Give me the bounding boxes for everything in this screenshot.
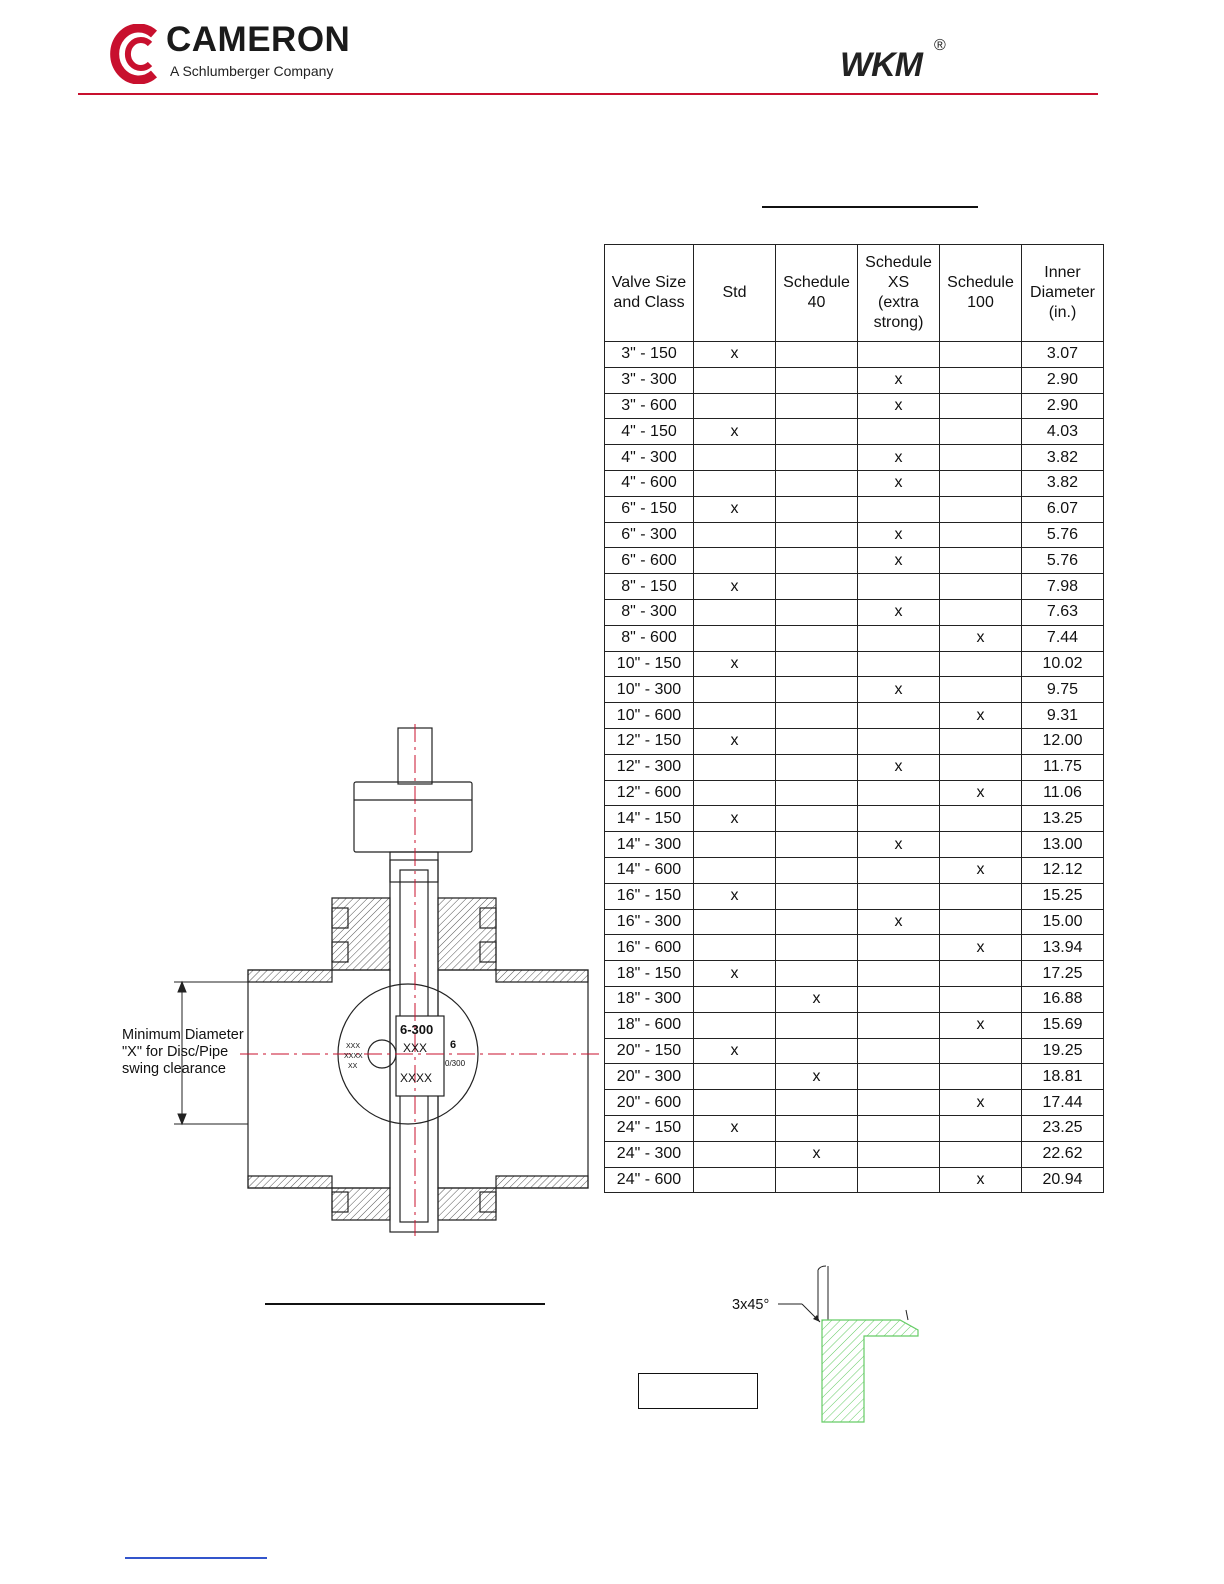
- cameron-logo-icon: [110, 24, 162, 84]
- header-line: 40: [807, 294, 826, 311]
- cell-inner-diameter: 19.25: [1022, 1038, 1104, 1064]
- cell-schedule-40: [776, 445, 858, 471]
- side-marking-size: 6: [450, 1039, 457, 1051]
- cell-std: x: [694, 1038, 776, 1064]
- cell-schedule-40: [776, 883, 858, 909]
- cell-schedule-40: [776, 728, 858, 754]
- cell-inner-diameter: 13.94: [1022, 935, 1104, 961]
- cell-schedule-xs: x: [858, 522, 940, 548]
- cell-valve-size: 14" - 600: [605, 857, 694, 883]
- cell-valve-size: 10" - 150: [605, 651, 694, 677]
- cell-inner-diameter: 20.94: [1022, 1167, 1104, 1193]
- table-row: [605, 419, 1104, 445]
- cell-schedule-100: [940, 548, 1022, 574]
- table-row: [605, 961, 1104, 987]
- header-line: 100: [967, 294, 994, 311]
- cell-schedule-xs: [858, 1064, 940, 1090]
- cell-inner-diameter: 7.63: [1022, 599, 1104, 625]
- header-line: XS: [887, 274, 910, 291]
- table-row: [605, 1064, 1104, 1090]
- cell-schedule-xs: [858, 935, 940, 961]
- cell-std: [694, 703, 776, 729]
- cell-std: [694, 780, 776, 806]
- header-line: Diameter: [1030, 284, 1095, 301]
- cell-std: [694, 935, 776, 961]
- cell-std: [694, 909, 776, 935]
- cell-schedule-xs: [858, 883, 940, 909]
- cell-schedule-100: [940, 1038, 1022, 1064]
- cell-std: x: [694, 574, 776, 600]
- cell-valve-size: 20" - 150: [605, 1038, 694, 1064]
- cell-schedule-100: [940, 1141, 1022, 1167]
- cell-schedule-xs: [858, 1167, 940, 1193]
- cell-std: [694, 599, 776, 625]
- cell-valve-size: 10" - 300: [605, 677, 694, 703]
- table-row: [605, 1012, 1104, 1038]
- cell-inner-diameter: 2.90: [1022, 367, 1104, 393]
- cell-schedule-100: [940, 961, 1022, 987]
- small-marking-2: XXXX: [344, 1053, 363, 1060]
- cell-schedule-40: [776, 548, 858, 574]
- table-row: [605, 857, 1104, 883]
- cell-schedule-100: x: [940, 1012, 1022, 1038]
- cell-schedule-40: x: [776, 1141, 858, 1167]
- table-row: [605, 986, 1104, 1012]
- cell-std: [694, 367, 776, 393]
- cell-schedule-100: [940, 677, 1022, 703]
- cell-valve-size: 6" - 150: [605, 496, 694, 522]
- cell-schedule-40: [776, 522, 858, 548]
- cell-std: [694, 522, 776, 548]
- body-marking-code: XXX: [403, 1041, 428, 1055]
- header-schedule-100: [940, 245, 1022, 342]
- cell-schedule-xs: [858, 625, 940, 651]
- cell-valve-size: 3" - 600: [605, 393, 694, 419]
- cell-inner-diameter: 13.25: [1022, 806, 1104, 832]
- cell-schedule-100: [940, 445, 1022, 471]
- header-line: Schedule: [865, 254, 932, 271]
- table-row: [605, 1115, 1104, 1141]
- table-row: [605, 445, 1104, 471]
- cell-inner-diameter: 10.02: [1022, 651, 1104, 677]
- cell-schedule-xs: [858, 496, 940, 522]
- inner-diameter-table: [604, 244, 1104, 1193]
- cell-std: [694, 832, 776, 858]
- header-inner-diameter: [1022, 245, 1104, 342]
- cell-schedule-100: [940, 806, 1022, 832]
- cell-std: x: [694, 342, 776, 368]
- body-marking-serial: XXXX: [400, 1071, 433, 1085]
- cell-inner-diameter: 7.44: [1022, 625, 1104, 651]
- footer-link-underline[interactable]: [125, 1557, 267, 1559]
- cell-valve-size: 18" - 300: [605, 986, 694, 1012]
- cell-schedule-100: x: [940, 1090, 1022, 1116]
- cell-schedule-xs: x: [858, 909, 940, 935]
- cell-inner-diameter: 15.69: [1022, 1012, 1104, 1038]
- header-valve-size: [605, 245, 694, 342]
- cell-std: [694, 1167, 776, 1193]
- cell-valve-size: 16" - 600: [605, 935, 694, 961]
- cell-schedule-xs: x: [858, 470, 940, 496]
- cell-schedule-100: [940, 496, 1022, 522]
- header-line: (in.): [1048, 304, 1077, 321]
- cell-schedule-40: [776, 1115, 858, 1141]
- cell-inner-diameter: 9.75: [1022, 677, 1104, 703]
- cell-schedule-100: x: [940, 703, 1022, 729]
- table-row: [605, 806, 1104, 832]
- cell-valve-size: 18" - 600: [605, 1012, 694, 1038]
- cell-inner-diameter: 22.62: [1022, 1141, 1104, 1167]
- cell-schedule-100: [940, 367, 1022, 393]
- table-title-underline: [762, 206, 978, 208]
- cell-schedule-100: [940, 574, 1022, 600]
- cell-inner-diameter: 11.06: [1022, 780, 1104, 806]
- cell-std: [694, 754, 776, 780]
- cell-schedule-100: [940, 419, 1022, 445]
- cell-schedule-xs: [858, 780, 940, 806]
- cell-schedule-100: [940, 883, 1022, 909]
- table-row: [605, 703, 1104, 729]
- cell-schedule-40: [776, 625, 858, 651]
- table-row: [605, 522, 1104, 548]
- cell-schedule-40: [776, 574, 858, 600]
- cell-schedule-xs: x: [858, 445, 940, 471]
- cell-schedule-40: [776, 961, 858, 987]
- cell-schedule-40: [776, 1167, 858, 1193]
- table-row: [605, 728, 1104, 754]
- header-line: Schedule: [783, 274, 850, 291]
- table-row: [605, 470, 1104, 496]
- cell-schedule-40: [776, 651, 858, 677]
- cell-schedule-xs: [858, 1012, 940, 1038]
- cell-std: [694, 470, 776, 496]
- header-line: strong): [873, 314, 924, 331]
- cell-valve-size: 4" - 600: [605, 470, 694, 496]
- cell-schedule-xs: [858, 651, 940, 677]
- cell-schedule-40: x: [776, 1064, 858, 1090]
- brand-name: CAMERON: [166, 20, 351, 59]
- header-std: [694, 245, 776, 342]
- cell-schedule-40: [776, 754, 858, 780]
- blank-box: [638, 1373, 758, 1409]
- table-row: [605, 1167, 1104, 1193]
- table-row: [605, 909, 1104, 935]
- cell-inner-diameter: 17.44: [1022, 1090, 1104, 1116]
- cell-schedule-40: x: [776, 986, 858, 1012]
- brand-subtitle: A Schlumberger Company: [170, 63, 334, 79]
- cell-schedule-40: [776, 780, 858, 806]
- table-header-row: [605, 245, 1104, 342]
- cell-schedule-xs: x: [858, 754, 940, 780]
- registered-mark: ®: [934, 37, 946, 54]
- cell-valve-size: 24" - 600: [605, 1167, 694, 1193]
- cell-schedule-40: [776, 703, 858, 729]
- cell-valve-size: 8" - 600: [605, 625, 694, 651]
- cell-schedule-40: [776, 1038, 858, 1064]
- cell-std: [694, 445, 776, 471]
- small-marking-3: XX: [348, 1063, 358, 1070]
- cell-schedule-40: [776, 832, 858, 858]
- cell-std: x: [694, 806, 776, 832]
- cell-schedule-100: [940, 728, 1022, 754]
- table-row: [605, 651, 1104, 677]
- header-line: Std: [722, 284, 747, 301]
- caption-line-2: "X" for Disc/Pipe: [122, 1044, 229, 1060]
- header-line: Schedule: [947, 274, 1014, 291]
- cell-schedule-40: [776, 857, 858, 883]
- cell-std: [694, 393, 776, 419]
- cell-schedule-xs: x: [858, 393, 940, 419]
- header-line: Inner: [1044, 264, 1081, 281]
- cell-inner-diameter: 12.12: [1022, 857, 1104, 883]
- cell-inner-diameter: 12.00: [1022, 728, 1104, 754]
- cell-schedule-100: [940, 909, 1022, 935]
- cell-schedule-xs: x: [858, 367, 940, 393]
- table-row: [605, 935, 1104, 961]
- cell-schedule-100: [940, 832, 1022, 858]
- table-row: [605, 574, 1104, 600]
- cell-inner-diameter: 13.00: [1022, 832, 1104, 858]
- cell-schedule-100: [940, 651, 1022, 677]
- cell-inner-diameter: 7.98: [1022, 574, 1104, 600]
- cell-schedule-40: [776, 599, 858, 625]
- header-divider: [78, 93, 1098, 95]
- cell-schedule-xs: [858, 703, 940, 729]
- cell-valve-size: 12" - 300: [605, 754, 694, 780]
- cell-schedule-xs: x: [858, 548, 940, 574]
- cell-schedule-xs: [858, 1038, 940, 1064]
- cell-valve-size: 20" - 300: [605, 1064, 694, 1090]
- header-schedule-40: [776, 245, 858, 342]
- small-marking-1: XXX: [346, 1043, 361, 1050]
- table-row: [605, 677, 1104, 703]
- cell-std: [694, 1090, 776, 1116]
- cell-std: x: [694, 651, 776, 677]
- table-row: [605, 1038, 1104, 1064]
- cell-std: x: [694, 728, 776, 754]
- table-row: [605, 780, 1104, 806]
- cell-schedule-40: [776, 342, 858, 368]
- cell-valve-size: 8" - 150: [605, 574, 694, 600]
- cell-inner-diameter: 17.25: [1022, 961, 1104, 987]
- cell-valve-size: 18" - 150: [605, 961, 694, 987]
- caption-line-3: swing clearance: [122, 1061, 226, 1077]
- cell-std: x: [694, 496, 776, 522]
- cell-schedule-xs: [858, 1090, 940, 1116]
- cell-schedule-xs: [858, 1115, 940, 1141]
- cell-schedule-40: [776, 677, 858, 703]
- table-row: [605, 754, 1104, 780]
- cell-schedule-40: [776, 470, 858, 496]
- cell-schedule-40: [776, 1090, 858, 1116]
- drawing-title-underline: [265, 1303, 545, 1305]
- cell-inner-diameter: 3.07: [1022, 342, 1104, 368]
- cell-std: [694, 1012, 776, 1038]
- cell-std: [694, 677, 776, 703]
- cell-inner-diameter: 6.07: [1022, 496, 1104, 522]
- cell-std: x: [694, 1115, 776, 1141]
- cell-inner-diameter: 5.76: [1022, 548, 1104, 574]
- table-row: [605, 625, 1104, 651]
- cell-std: [694, 1064, 776, 1090]
- table-row: [605, 496, 1104, 522]
- dimension-caption: [122, 1027, 244, 1078]
- cell-valve-size: 12" - 600: [605, 780, 694, 806]
- cell-schedule-100: x: [940, 1167, 1022, 1193]
- cell-schedule-xs: [858, 342, 940, 368]
- cell-inner-diameter: 3.82: [1022, 445, 1104, 471]
- table-row: [605, 393, 1104, 419]
- cell-inner-diameter: 18.81: [1022, 1064, 1104, 1090]
- cell-std: x: [694, 961, 776, 987]
- cell-schedule-xs: [858, 857, 940, 883]
- cell-schedule-xs: [858, 728, 940, 754]
- cell-schedule-xs: [858, 419, 940, 445]
- cell-schedule-40: [776, 935, 858, 961]
- cell-std: x: [694, 419, 776, 445]
- cell-valve-size: 6" - 300: [605, 522, 694, 548]
- cell-schedule-100: [940, 599, 1022, 625]
- cell-schedule-100: [940, 1115, 1022, 1141]
- wkm-logo: WKM: [840, 46, 922, 84]
- cell-schedule-40: [776, 1012, 858, 1038]
- cell-valve-size: 24" - 150: [605, 1115, 694, 1141]
- cell-schedule-xs: [858, 574, 940, 600]
- cell-schedule-xs: x: [858, 677, 940, 703]
- cell-valve-size: 16" - 150: [605, 883, 694, 909]
- cell-valve-size: 4" - 150: [605, 419, 694, 445]
- cell-schedule-100: [940, 754, 1022, 780]
- cell-inner-diameter: 5.76: [1022, 522, 1104, 548]
- cell-schedule-100: [940, 1064, 1022, 1090]
- cell-valve-size: 14" - 150: [605, 806, 694, 832]
- table-row: [605, 548, 1104, 574]
- cell-schedule-100: x: [940, 780, 1022, 806]
- cell-schedule-100: [940, 393, 1022, 419]
- cell-valve-size: 3" - 300: [605, 367, 694, 393]
- cell-valve-size: 4" - 300: [605, 445, 694, 471]
- cell-schedule-xs: [858, 986, 940, 1012]
- cell-valve-size: 12" - 150: [605, 728, 694, 754]
- side-marking-class: 0/300: [445, 1059, 466, 1068]
- cell-inner-diameter: 15.25: [1022, 883, 1104, 909]
- cell-valve-size: 20" - 600: [605, 1090, 694, 1116]
- cell-valve-size: 24" - 300: [605, 1141, 694, 1167]
- cell-inner-diameter: 16.88: [1022, 986, 1104, 1012]
- cell-inner-diameter: 4.03: [1022, 419, 1104, 445]
- cell-schedule-100: x: [940, 857, 1022, 883]
- table-row: [605, 832, 1104, 858]
- cell-schedule-100: x: [940, 935, 1022, 961]
- cell-schedule-xs: x: [858, 599, 940, 625]
- cell-inner-diameter: 3.82: [1022, 470, 1104, 496]
- caption-line-1: Minimum Diameter: [122, 1027, 244, 1043]
- header-line: Valve Size: [611, 274, 687, 291]
- cell-valve-size: 10" - 600: [605, 703, 694, 729]
- cell-schedule-100: [940, 470, 1022, 496]
- cell-valve-size: 14" - 300: [605, 832, 694, 858]
- cell-schedule-40: [776, 393, 858, 419]
- valve-cross-section-drawing: [100, 720, 600, 1240]
- cell-inner-diameter: 15.00: [1022, 909, 1104, 935]
- cell-schedule-40: [776, 909, 858, 935]
- cell-schedule-100: x: [940, 625, 1022, 651]
- cell-schedule-100: [940, 986, 1022, 1012]
- table-row: [605, 342, 1104, 368]
- table-row: [605, 1141, 1104, 1167]
- cell-schedule-100: [940, 522, 1022, 548]
- cell-schedule-40: [776, 806, 858, 832]
- header-schedule-xs: [858, 245, 940, 342]
- body-marking-size: 6-300: [400, 1022, 434, 1037]
- cell-schedule-40: [776, 496, 858, 522]
- cell-std: x: [694, 883, 776, 909]
- table-body: [605, 342, 1104, 1193]
- table-row: [605, 367, 1104, 393]
- cell-schedule-100: [940, 342, 1022, 368]
- cell-std: [694, 857, 776, 883]
- cell-valve-size: 6" - 600: [605, 548, 694, 574]
- cell-schedule-xs: [858, 1141, 940, 1167]
- table-row: [605, 599, 1104, 625]
- cell-schedule-xs: [858, 806, 940, 832]
- cell-inner-diameter: 2.90: [1022, 393, 1104, 419]
- header-line: and Class: [613, 294, 685, 311]
- header-line: (extra: [878, 294, 919, 311]
- cell-inner-diameter: 23.25: [1022, 1115, 1104, 1141]
- cell-schedule-40: [776, 367, 858, 393]
- table-row: [605, 1090, 1104, 1116]
- bevel-label: 3x45°: [732, 1297, 770, 1313]
- cell-valve-size: 3" - 150: [605, 342, 694, 368]
- cell-schedule-40: [776, 419, 858, 445]
- cell-inner-diameter: 11.75: [1022, 754, 1104, 780]
- cell-valve-size: 16" - 300: [605, 909, 694, 935]
- cell-inner-diameter: 9.31: [1022, 703, 1104, 729]
- table-row: [605, 883, 1104, 909]
- cell-std: [694, 1141, 776, 1167]
- cell-schedule-xs: [858, 961, 940, 987]
- cell-std: [694, 625, 776, 651]
- cell-valve-size: 8" - 300: [605, 599, 694, 625]
- cell-schedule-xs: x: [858, 832, 940, 858]
- cell-std: [694, 986, 776, 1012]
- cell-std: [694, 548, 776, 574]
